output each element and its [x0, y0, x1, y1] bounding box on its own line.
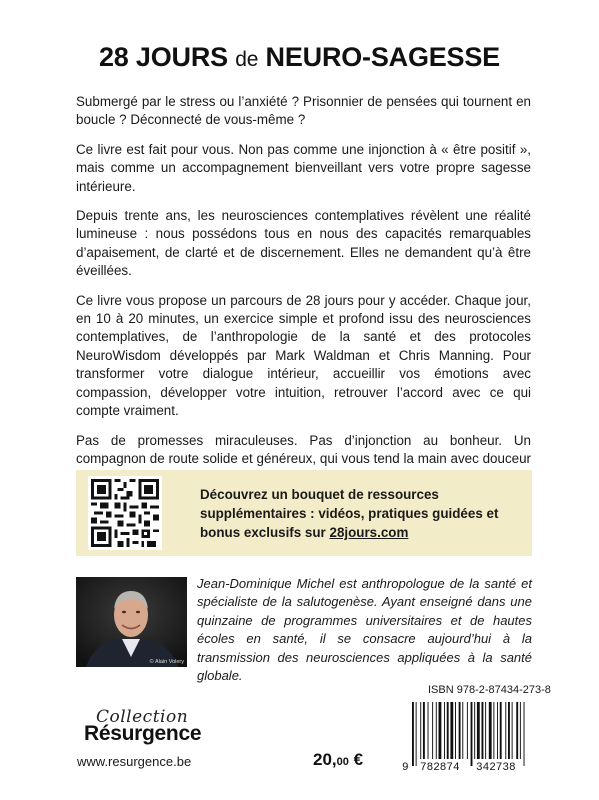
- publisher-website[interactable]: www.resurgence.be: [77, 754, 192, 769]
- publisher-logo: Résurgence: [84, 722, 202, 745]
- qr-code-icon[interactable]: [88, 476, 162, 550]
- blurb-paragraph: Ce livre vous propose un parcours de 28 jours pour y accéder. Chaque jour, en 10 à 20 minutes, un exercice simple et profond issu des neurosciences contemplatives, de l’anthropologie de la santé et des protocoles NeuroWisdom développés par Mark Waldman et Chris Manning. Pour transformer votre dialogue intérieur, accueillir vos émotions avec compassion, développer votre intuition, retrouver l’accord avec ce qui compte vraiment.: [76, 292, 531, 419]
- promo-link[interactable]: 28jours.com: [329, 525, 409, 540]
- price: [313, 750, 363, 770]
- blurb-paragraph: Depuis trente ans, les neurosciences contemplatives révèlent une réalité lumineuse : nous possédons tous en nous des capacités remarquables d’apaisement, de clarté et de discernement. Elles ne demandent qu’à être éveillées.: [76, 208, 531, 279]
- back-cover-blurb: [76, 93, 531, 498]
- blurb-paragraph: Submergé par le stress ou l’anxiété ? Prisonnier de pensées qui tournent en boucle ? Déconnecté de vous-même ?: [76, 94, 531, 128]
- author-photo: [76, 577, 187, 667]
- isbn-label: ISBN 978-2-87434-273-8: [428, 684, 551, 696]
- barcode-digits-right: 342738: [476, 762, 516, 772]
- barcode-icon: [400, 700, 540, 772]
- title-part1: 28 JOURS: [98, 42, 228, 72]
- title-connector: de: [235, 48, 259, 71]
- price-currency: €: [353, 750, 364, 769]
- author-bio: Jean-Dominique Michel est anthropologue de la santé et spécialiste de la salutogenèse. Ayant enseigné dans une quinzaine de programmes universitaires et de hautes écoles en santé, il se consacre aujourd’hui à la transmission des neurosciences appliquées à la santé globale.: [197, 576, 532, 684]
- promo-text: [200, 485, 520, 542]
- barcode-digits-left: 782874: [420, 762, 460, 772]
- blurb-paragraph: Ce livre est fait pour vous. Non pas comme une injonction à « être positif », mais comme un accompagnement bienveillant vers votre propre sagesse intérieure.: [76, 141, 531, 194]
- price-cents: 00: [336, 756, 349, 768]
- resources-promo-box: [76, 470, 532, 556]
- photo-credit: © Alain Volery: [149, 659, 184, 665]
- barcode-lead-digit: 9: [402, 762, 409, 772]
- book-title: [0, 42, 599, 73]
- blurb-paragraph: Pas de promesses miraculeuses. Pas d’injonction au bonheur. Un compagnon de route solide et généreux, qui vous tend la main avec douceur: [76, 432, 531, 466]
- promo-description: Découvrez un bouquet de ressources supplémentaires : vidéos, pratiques guidées et bonus exclusifs sur: [200, 487, 499, 540]
- author-portrait-image: [76, 577, 187, 667]
- price-whole: 20,: [313, 750, 337, 769]
- collection-logo-script: Collection: [96, 707, 189, 727]
- title-part2: NEURO-SAGESSE: [265, 42, 500, 72]
